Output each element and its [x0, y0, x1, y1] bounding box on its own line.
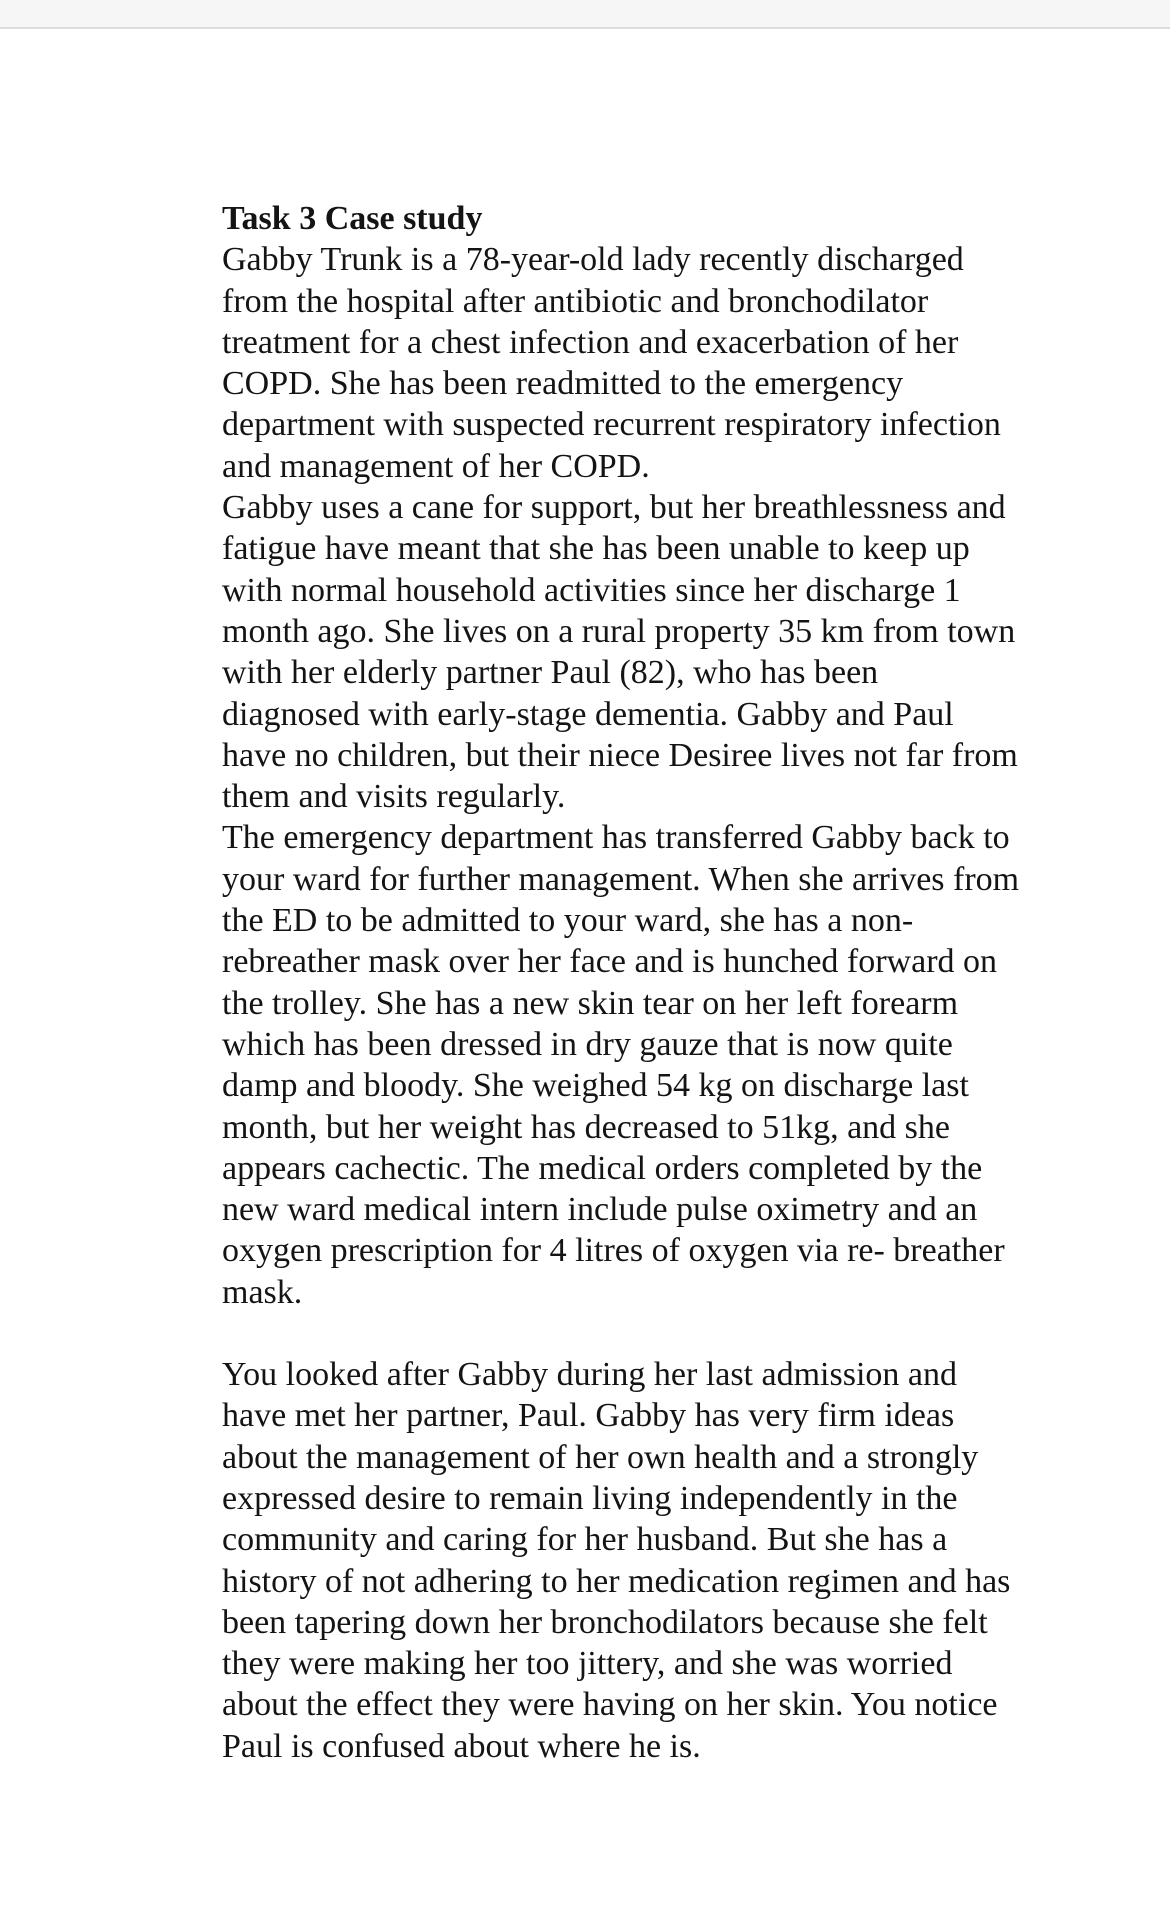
paragraph-ward-transfer: The emergency department has transferred Gabby back to your ward for further management. When she arrives from the ED to be admitted to your ward, she has a non- rebreather mask over her face and is hunched forward on the trolley. She has a new skin tear on her left forearm which has been dressed in dry gauze that is now quite damp and bloody. She weighed 54 kg on discharge last month, but her weight has decreased to 51kg, and she appears cachectic. The medical orders completed by the new ward medical intern include pulse oximetry and an oxygen prescription for 4 litres of oxygen via re- breather mask.: [222, 819, 1020, 1311]
document-body: [222, 198, 1092, 1767]
paragraph-patient-history: You looked after Gabby during her last admission and have met her partner, Paul. Gabby has very firm ideas about the management of her own health and a strongly expressed desire to remain living independently in the community and caring for her husband. But she has a history of not adhering to her medication regimen and has been tapering down her bronchodilators because she felt they were making her too jittery, and she was worried about the effect they were having on her skin. You notice Paul is confused about where he is.: [222, 1356, 1011, 1765]
top-toolbar: [0, 0, 1170, 29]
paragraph-home-situation: Gabby uses a cane for support, but her breathlessness and fatigue have meant that she has been unable to keep up with normal household activities since her discharge 1 month ago. She lives on a rural property 35 km from town with her elderly partner Paul (82), who has been diagnosed with early-stage dementia. Gabby and Paul have no children, but their niece Desiree lives not far from them and visits regularly.: [222, 489, 1018, 816]
document-title: Task 3 Case study: [222, 200, 483, 237]
paragraph-admission: Gabby Trunk is a 78-year-old lady recently discharged from the hospital after antibiotic and bronchodilator treatment for a chest infection and exacerbation of her COPD. She has been readmitted to the emergency department with suspected recurrent respiratory infection and management of her COPD.: [222, 241, 1001, 485]
